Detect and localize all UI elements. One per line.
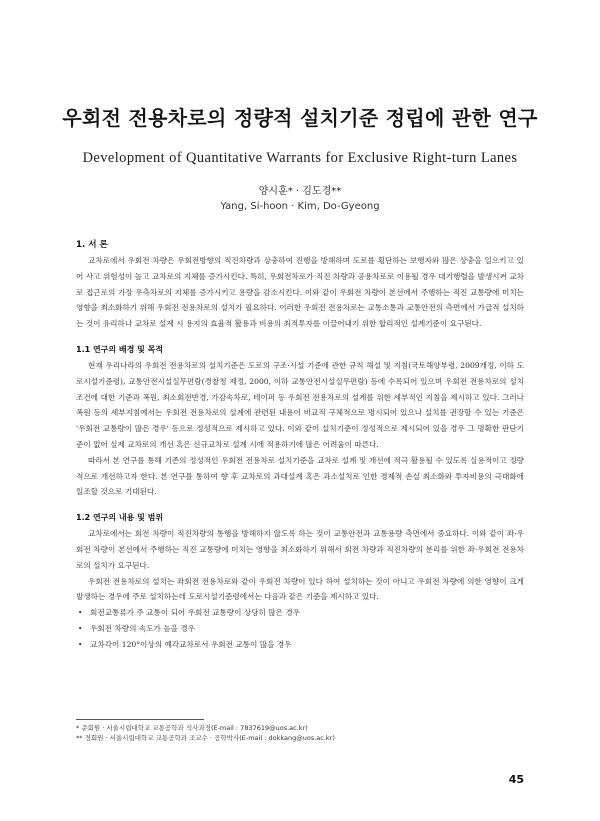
list-item: [76, 605, 524, 621]
bullet-icon: •: [78, 623, 83, 633]
page-number: 45: [508, 773, 524, 786]
bullet-icon: •: [78, 639, 83, 649]
subsection-heading-scope: 1.2 연구의 내용 및 범위: [76, 513, 164, 523]
intro-paragraph: 교차로에서 우회전 차량은 우회전방향의 직진차량과 상충하여 진행을 방해하며 도로를 횡단하는 보행자와 많은 상충을 일으키고 있어 사고 위험성이 높고 교차로의 지체를 증가시킨다. 특히, 우회전차로가 직진 차량과 공용차로로 이용될 경우 대기행렬을 발생시켜 교차로 접근로의 가장 우측차로의 지체를 증가시키고 용량을 감소시킨다. 이와 같이 우회전 차량이 본선에서 주행하는 직진 교통량에 미치는 영향을 최소화하기 위해 우회전 전용차로의 설치가 필요하다. 이러한 우회전 전용차로는 교통소통과 교통안전의 측면에서 가급적 설치하는 것이 유리하나 교차로 설계 시 용지의 효율적 활용과 비용의 최적투자를 이끌어내기 위한 합리적인 설계기준이 요구된다.: [76, 256, 524, 329]
footnote-author-1: * 준회원 · 서울시립대학교 교통공학과 석사과정(E-mail : 7837619@uos.ac.kr): [76, 724, 308, 732]
section-heading-introduction: 1. 서 론: [76, 240, 108, 250]
authors-english: Yang, Si-hoon · Kim, Do-Gyeong: [220, 201, 380, 212]
paper-title-english: Development of Quantitative Warrants for Exclusive Right-turn Lanes: [82, 150, 518, 166]
list-item: [76, 621, 524, 637]
list-item-text: 회전교통류가 주 교통이 되어 우회전 교통량이 상당히 많은 경우: [90, 608, 301, 618]
background-paragraph-1: 현재 우리나라의 우회전 전용차로의 설치기준은 도로의 구조·시설 기준에 관한 규칙 해설 및 지침(국토해양부령, 2009개정, 이하 도로시설기준령), 교통안전시설실무편람(경찰청 제정, 2000, 이하 교통안전시설실무편람) 등에 수록되어 있으며 우회전 전용차로의 설치조건에 대한 기준과 폭원, 최소회전반경, 가감속차로, 테이퍼 등 우회전 전용차로의 설계를 위한 세부적인 지침을 제시하고 있다. 그러나 폭원 등의 세부지침에서는 우회전 전용차로의 설계에 관련된 내용이 비교적 구체적으로 명시되어 있으나 설치를 권장할 수 있는 기준은 '우회전 교통량이 많은 경우' 등으로 정성적으로 제시하고 있다. 이와 같이 설치기준이 정성적으로 제시되어 있을 경우 그 명확한 판단기준이 없어 실제 교차로의 개선 혹은 신규교차로 설계 시에 적용하기에 많은 어려움이 따른다.: [76, 360, 524, 449]
scope-paragraph-1: 교차로에서는 회전 차량이 직진차량의 통행을 방해하지 않도록 하는 것이 교통안전과 교통용량 측면에서 중요하다. 이와 같이 좌·우회전 차량이 본선에서 주행하는 직진 교통량에 미치는 영향을 최소화하기 위해서 회전 차량과 직진차량의 분리를 위한 좌·우회전 전용차로의 설치가 요구된다.: [76, 529, 524, 570]
list-item-text: 교차각이 120°이상의 예각교차로서 우회전 교통이 많을 경우: [90, 639, 292, 649]
footnote-divider: [76, 719, 204, 720]
authors-korean: 양시훈* · 김도경**: [258, 186, 342, 197]
subsection-heading-background: 1.1 연구의 배경 및 목적: [76, 344, 164, 354]
footnote-author-2: ** 정회원 · 서울시립대학교 교통공학과 조교수 · 공학박사(E-mail : dokkang@uos.ac.kr): [76, 734, 335, 742]
criteria-list: [76, 605, 524, 652]
scope-paragraph-2: 우회전 전용차로의 설치는 좌회전 전용차로와 같이 우회전 차량이 있다 하여 설치하는 것이 아니고 우회전 차량에 의한 영향이 크게 발생하는 경우에 주로 설치하는데 도로시설기준령에서는 다음과 같은 기준을 제시하고 있다.: [76, 576, 524, 602]
paper-title-korean: 우회전 전용차로의 정량적 설치기준 정립에 관한 연구: [62, 106, 538, 130]
list-item-text: 우회전 차량의 속도가 높을 경우: [90, 623, 196, 633]
paper-body: [76, 237, 524, 653]
list-item: [76, 637, 524, 653]
bullet-icon: •: [78, 608, 83, 618]
background-paragraph-2: 따라서 본 연구를 통해 기존의 정성적인 우회전 전용차로 설치기준을 교차로 설계 및 개선에 적극 활용될 수 있도록 실용적이고 정량적으로 개선하고자 한다. 본 연구를 통하여 향 후 교차로의 과대설계 혹은 과소설치로 인한 경제적 손실 최소화와 투자비용의 극대화에 일조할 것으로 기대된다.: [76, 455, 524, 497]
footnotes: [76, 723, 516, 743]
